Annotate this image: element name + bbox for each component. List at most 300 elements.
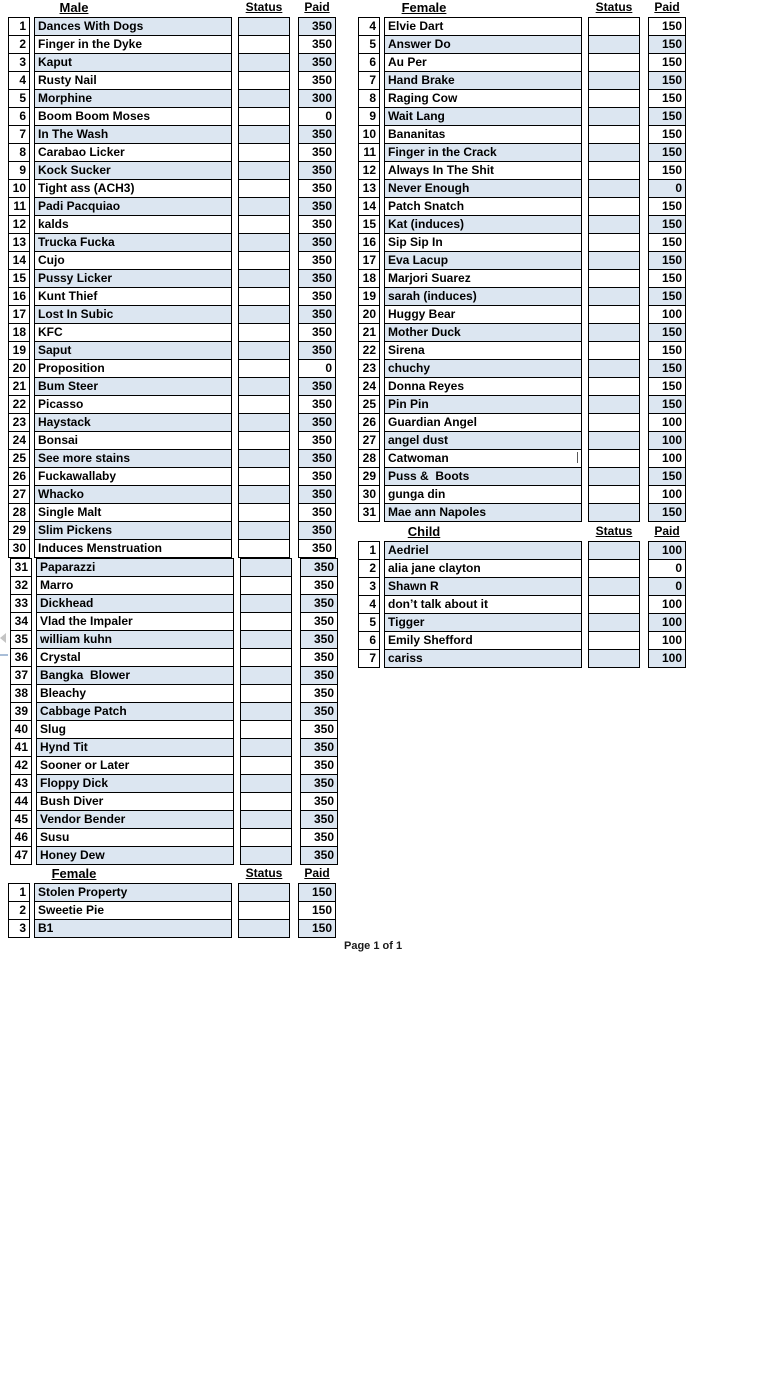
row-number-cell: 19 [358, 287, 380, 306]
paid-cell: 100 [648, 305, 686, 324]
status-cell [588, 377, 640, 396]
column-gap [640, 197, 648, 216]
status-cell [588, 161, 640, 180]
row-number-cell: 34 [10, 612, 32, 631]
paid-cell: 350 [298, 467, 336, 486]
status-cell [240, 594, 292, 613]
name-cell: kalds [34, 215, 232, 234]
column-gap [640, 541, 648, 560]
row-number-cell: 26 [358, 413, 380, 432]
column-gap [292, 666, 300, 685]
child-paid-column-header: Paid [654, 524, 680, 538]
name-cell: Marro [36, 576, 234, 595]
row-number-cell: 26 [8, 467, 30, 486]
column-gap [290, 485, 298, 504]
status-cell [588, 107, 640, 126]
status-cell [588, 395, 640, 414]
row-number-cell: 43 [10, 774, 32, 793]
row-number-cell: 2 [8, 901, 30, 920]
table-row [358, 179, 686, 198]
table-row [358, 449, 686, 468]
paid-cell: 350 [300, 594, 338, 613]
paid-cell: 150 [648, 215, 686, 234]
table-row [358, 305, 686, 324]
table-row [358, 559, 686, 578]
table-row [358, 71, 686, 90]
paid-cell: 350 [298, 287, 336, 306]
table-row [8, 269, 338, 288]
status-cell [240, 630, 292, 649]
column-gap [640, 431, 648, 450]
table-row [358, 107, 686, 126]
table-row [10, 774, 338, 793]
male-table-rows [8, 17, 338, 865]
row-number-cell: 28 [358, 449, 380, 468]
column-gap [290, 395, 298, 414]
table-row [358, 233, 686, 252]
row-number-cell: 1 [8, 17, 30, 36]
row-number-cell: 30 [358, 485, 380, 504]
paid-cell: 350 [300, 756, 338, 775]
status-cell [240, 774, 292, 793]
paid-cell: 350 [298, 485, 336, 504]
column-gap [292, 738, 300, 757]
status-cell [588, 413, 640, 432]
table-row [358, 359, 686, 378]
name-cell: Tight ass (ACH3) [34, 179, 232, 198]
row-number-cell: 6 [358, 53, 380, 72]
row-number-cell: 2 [358, 559, 380, 578]
table-row [8, 143, 338, 162]
paid-cell: 150 [648, 197, 686, 216]
name-cell: Pin Pin [384, 395, 582, 414]
status-cell [588, 287, 640, 306]
name-cell: Tigger [384, 613, 582, 632]
column-gap [640, 125, 648, 144]
row-number-cell: 10 [358, 125, 380, 144]
row-number-cell: 11 [358, 143, 380, 162]
status-cell [238, 215, 290, 234]
female-left-paid-column-header: Paid [304, 866, 330, 880]
paid-cell: 350 [298, 71, 336, 90]
table-row [358, 89, 686, 108]
row-number-cell: 25 [8, 449, 30, 468]
column-gap [640, 631, 648, 650]
column-gap [640, 17, 648, 36]
paid-cell: 100 [648, 541, 686, 560]
paid-cell: 150 [648, 467, 686, 486]
row-number-cell: 37 [10, 666, 32, 685]
status-cell [238, 359, 290, 378]
name-cell: Haystack [34, 413, 232, 432]
status-cell [588, 485, 640, 504]
status-cell [588, 35, 640, 54]
status-cell [238, 143, 290, 162]
status-cell [588, 359, 640, 378]
row-number-cell: 9 [8, 161, 30, 180]
paid-cell: 150 [298, 883, 336, 902]
column-gap [292, 756, 300, 775]
row-number-cell: 8 [8, 143, 30, 162]
column-gap [290, 521, 298, 540]
name-cell: Mae ann Napoles [384, 503, 582, 522]
status-cell [588, 215, 640, 234]
table-row [358, 215, 686, 234]
name-cell: Induces Menstruation [34, 539, 232, 558]
table-row [8, 179, 338, 198]
status-cell [238, 467, 290, 486]
name-cell: Bangka Blower [36, 666, 234, 685]
paid-cell: 350 [298, 179, 336, 198]
row-number-cell: 7 [358, 71, 380, 90]
male-table-header [8, 0, 338, 17]
row-number-cell: 8 [358, 89, 380, 108]
name-cell: Aedriel [384, 541, 582, 560]
paid-cell: 350 [298, 521, 336, 540]
row-number-cell: 13 [358, 179, 380, 198]
name-cell: Slim Pickens [34, 521, 232, 540]
column-gap [290, 215, 298, 234]
table-row [8, 431, 338, 450]
status-cell [238, 377, 290, 396]
paid-cell: 100 [648, 649, 686, 668]
female-right-status-column-header: Status [595, 0, 633, 14]
row-number-cell: 29 [8, 521, 30, 540]
paid-cell: 350 [298, 17, 336, 36]
name-cell: Kaput [34, 53, 232, 72]
column-gap [640, 485, 648, 504]
name-cell: Picasso [34, 395, 232, 414]
table-row [8, 503, 338, 522]
row-number-cell: 11 [8, 197, 30, 216]
status-cell [240, 612, 292, 631]
name-cell: Catwoman [384, 449, 582, 468]
name-cell: Lost In Subic [34, 305, 232, 324]
paid-cell: 350 [298, 341, 336, 360]
row-number-cell: 21 [358, 323, 380, 342]
status-cell [240, 792, 292, 811]
column-gap [640, 305, 648, 324]
row-number-cell: 4 [8, 71, 30, 90]
status-cell [238, 125, 290, 144]
status-cell [588, 251, 640, 270]
paid-cell: 150 [298, 919, 336, 938]
table-row [8, 251, 338, 270]
table-row [10, 612, 338, 631]
left-edge-triangle-artifact [0, 633, 6, 643]
name-cell: Kock Sucker [34, 161, 232, 180]
paid-cell: 300 [298, 89, 336, 108]
child-status-column-header: Status [595, 524, 633, 538]
row-number-cell: 40 [10, 720, 32, 739]
paid-cell: 0 [298, 107, 336, 126]
row-number-cell: 32 [10, 576, 32, 595]
name-cell: Proposition [34, 359, 232, 378]
table-row [8, 17, 338, 36]
male-status-column-header: Status [245, 0, 283, 14]
paid-cell: 350 [298, 53, 336, 72]
column-gap [640, 35, 648, 54]
female-left-table [8, 866, 336, 938]
table-row [8, 539, 338, 558]
column-gap [290, 919, 298, 938]
column-gap [640, 377, 648, 396]
column-gap [290, 71, 298, 90]
name-cell: Huggy Bear [384, 305, 582, 324]
name-cell: Sweetie Pie [34, 901, 232, 920]
status-cell [238, 521, 290, 540]
row-number-cell: 7 [8, 125, 30, 144]
row-number-cell: 38 [10, 684, 32, 703]
column-gap [640, 233, 648, 252]
row-number-cell: 13 [8, 233, 30, 252]
status-cell [588, 269, 640, 288]
paid-cell: 150 [648, 341, 686, 360]
paid-cell: 150 [648, 125, 686, 144]
column-gap [292, 720, 300, 739]
column-gap [640, 161, 648, 180]
name-cell: Cabbage Patch [36, 702, 234, 721]
paid-cell: 350 [300, 630, 338, 649]
name-cell: Donna Reyes [384, 377, 582, 396]
column-gap [640, 395, 648, 414]
row-number-cell: 16 [358, 233, 380, 252]
column-gap [290, 467, 298, 486]
status-cell [588, 449, 640, 468]
table-row [8, 341, 338, 360]
name-cell: Pussy Licker [34, 269, 232, 288]
column-gap [640, 89, 648, 108]
column-gap [290, 89, 298, 108]
paid-cell: 350 [300, 684, 338, 703]
paid-cell: 350 [300, 810, 338, 829]
table-row [358, 341, 686, 360]
paid-cell: 150 [648, 53, 686, 72]
name-cell: Emily Shefford [384, 631, 582, 650]
column-gap [290, 179, 298, 198]
table-row [8, 125, 338, 144]
column-gap [292, 846, 300, 865]
status-cell [238, 287, 290, 306]
column-gap [640, 215, 648, 234]
name-cell: Vlad the Impaler [36, 612, 234, 631]
paid-cell: 100 [648, 413, 686, 432]
row-number-cell: 4 [358, 595, 380, 614]
table-row [358, 413, 686, 432]
female-right-table [358, 0, 686, 522]
left-edge-line-artifact [0, 654, 8, 656]
child-table-rows [358, 541, 686, 668]
paid-cell: 150 [648, 503, 686, 522]
row-number-cell: 12 [358, 161, 380, 180]
column-gap [640, 577, 648, 596]
paid-cell: 150 [648, 251, 686, 270]
status-cell [238, 485, 290, 504]
status-cell [588, 179, 640, 198]
name-cell: Susu [36, 828, 234, 847]
status-cell [238, 323, 290, 342]
column-gap [290, 17, 298, 36]
column-gap [292, 576, 300, 595]
name-cell: gunga din [384, 485, 582, 504]
paid-cell: 350 [300, 576, 338, 595]
name-cell: Boom Boom Moses [34, 107, 232, 126]
column-gap [292, 630, 300, 649]
row-number-cell: 31 [358, 503, 380, 522]
column-gap [292, 792, 300, 811]
row-number-cell: 17 [8, 305, 30, 324]
status-cell [588, 89, 640, 108]
column-gap [292, 558, 300, 577]
column-gap [290, 359, 298, 378]
table-row [8, 89, 338, 108]
female-left-status-column-header: Status [245, 866, 283, 880]
name-cell: Padi Pacquiao [34, 197, 232, 216]
female-right-paid-column-header: Paid [654, 0, 680, 14]
status-cell [238, 197, 290, 216]
child-table-header [358, 524, 686, 541]
female-left-table-rows [8, 883, 336, 938]
name-cell: Patch Snatch [384, 197, 582, 216]
status-cell [588, 125, 640, 144]
status-cell [238, 233, 290, 252]
column-gap [640, 107, 648, 126]
table-row [358, 485, 686, 504]
name-cell: Morphine [34, 89, 232, 108]
paid-cell: 350 [298, 35, 336, 54]
row-number-cell: 3 [358, 577, 380, 596]
paid-cell: 150 [648, 89, 686, 108]
table-row [10, 558, 338, 577]
status-cell [240, 558, 292, 577]
status-cell [240, 648, 292, 667]
row-number-cell: 1 [358, 541, 380, 560]
column-gap [640, 503, 648, 522]
paid-cell: 350 [300, 648, 338, 667]
child-table-title: Child [407, 524, 441, 539]
name-cell: Trucka Fucka [34, 233, 232, 252]
table-row [8, 53, 338, 72]
column-gap [640, 143, 648, 162]
table-row [8, 359, 338, 378]
table-row [8, 413, 338, 432]
row-number-cell: 7 [358, 649, 380, 668]
paid-cell: 350 [300, 702, 338, 721]
column-gap [290, 305, 298, 324]
table-row [8, 883, 336, 902]
name-cell: william kuhn [36, 630, 234, 649]
row-number-cell: 42 [10, 756, 32, 775]
name-cell: Honey Dew [36, 846, 234, 865]
column-gap [290, 161, 298, 180]
table-row [358, 143, 686, 162]
row-number-cell: 20 [8, 359, 30, 378]
name-cell: alia jane clayton [384, 559, 582, 578]
row-number-cell: 15 [358, 215, 380, 234]
name-cell: Bananitas [384, 125, 582, 144]
table-row [358, 377, 686, 396]
paid-cell: 350 [300, 612, 338, 631]
name-cell: Crystal [36, 648, 234, 667]
name-cell: Puss & Boots [384, 467, 582, 486]
table-row [358, 541, 686, 560]
paid-cell: 350 [298, 269, 336, 288]
paid-cell: 350 [298, 377, 336, 396]
table-row [8, 71, 338, 90]
table-row [10, 576, 338, 595]
column-gap [290, 143, 298, 162]
name-cell: B1 [34, 919, 232, 938]
name-cell: Guardian Angel [384, 413, 582, 432]
name-cell: Sooner or Later [36, 756, 234, 775]
table-row [8, 215, 338, 234]
table-row [8, 107, 338, 126]
status-cell [588, 53, 640, 72]
name-cell: Eva Lacup [384, 251, 582, 270]
status-cell [238, 179, 290, 198]
table-row [358, 161, 686, 180]
female-right-table-header [358, 0, 686, 17]
paid-cell: 100 [648, 613, 686, 632]
status-cell [588, 323, 640, 342]
status-cell [238, 35, 290, 54]
column-gap [640, 449, 648, 468]
table-row [358, 125, 686, 144]
status-cell [238, 503, 290, 522]
row-number-cell: 24 [8, 431, 30, 450]
row-number-cell: 45 [10, 810, 32, 829]
status-cell [238, 539, 290, 558]
row-number-cell: 18 [358, 269, 380, 288]
status-cell [238, 107, 290, 126]
paid-cell: 150 [648, 71, 686, 90]
column-gap [290, 251, 298, 270]
table-row [10, 648, 338, 667]
table-row [10, 630, 338, 649]
row-number-cell: 47 [10, 846, 32, 865]
name-cell: Vendor Bender [36, 810, 234, 829]
status-cell [238, 53, 290, 72]
name-cell: Single Malt [34, 503, 232, 522]
column-gap [640, 287, 648, 306]
paid-cell: 150 [298, 901, 336, 920]
table-row [358, 197, 686, 216]
row-number-cell: 24 [358, 377, 380, 396]
table-row [10, 720, 338, 739]
male-paid-column-header: Paid [304, 0, 330, 14]
status-cell [240, 828, 292, 847]
row-number-cell: 27 [8, 485, 30, 504]
name-cell: Bush Diver [36, 792, 234, 811]
row-number-cell: 36 [10, 648, 32, 667]
row-number-cell: 31 [10, 558, 32, 577]
column-gap [292, 594, 300, 613]
cursor-tick-artifact [577, 452, 578, 463]
status-cell [238, 71, 290, 90]
paid-cell: 150 [648, 161, 686, 180]
female-left-table-header [8, 866, 336, 883]
row-number-cell: 15 [8, 269, 30, 288]
name-cell: Marjori Suarez [384, 269, 582, 288]
column-gap [290, 107, 298, 126]
paid-cell: 100 [648, 631, 686, 650]
column-gap [640, 559, 648, 578]
status-cell [588, 143, 640, 162]
row-number-cell: 4 [358, 17, 380, 36]
column-gap [640, 179, 648, 198]
status-cell [238, 89, 290, 108]
row-number-cell: 30 [8, 539, 30, 558]
